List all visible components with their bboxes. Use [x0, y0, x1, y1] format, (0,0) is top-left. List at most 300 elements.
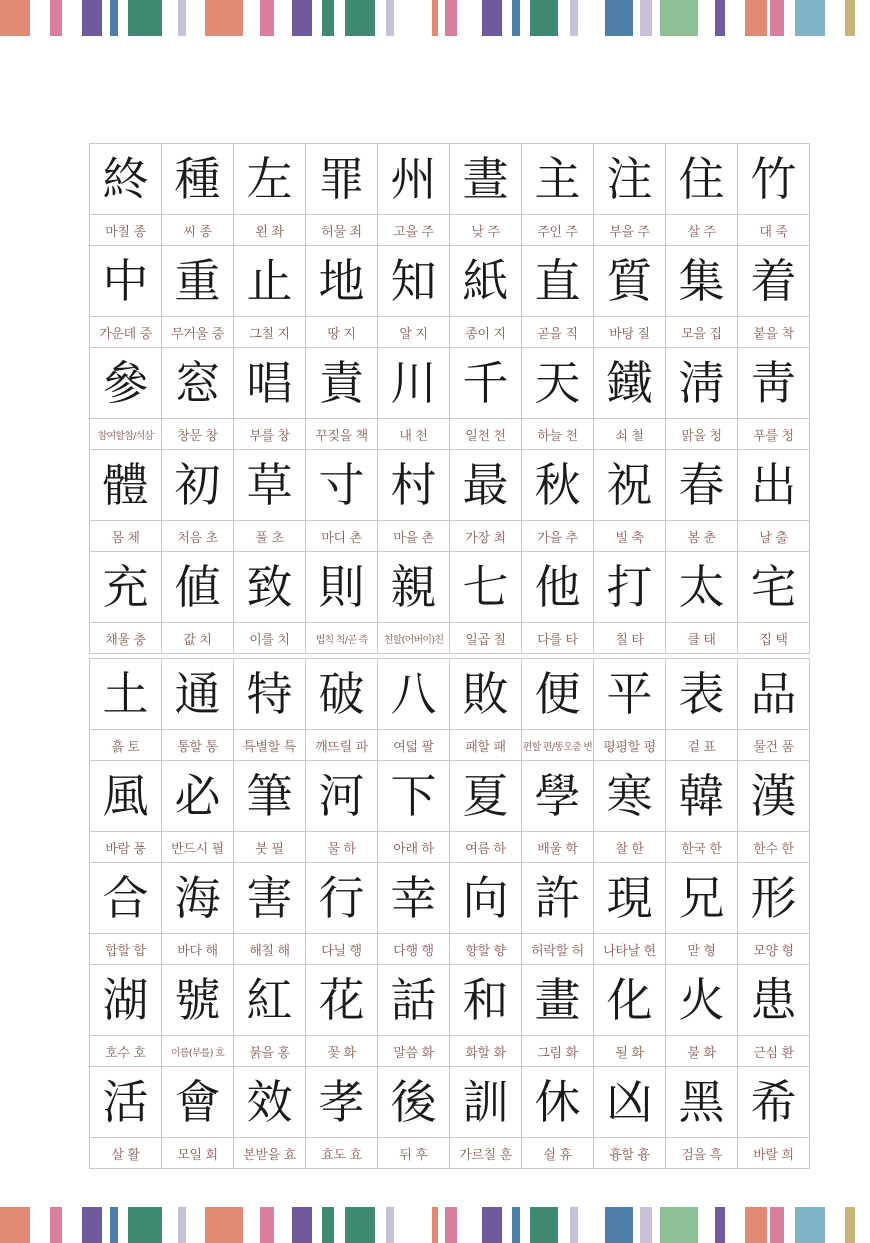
- hanja-character: 表: [666, 659, 737, 730]
- hanja-character: 休: [522, 1067, 593, 1138]
- hanja-reading: 맑을 청: [681, 428, 722, 444]
- hanja-reading: 한국 한: [681, 841, 722, 857]
- hanja-reading: 살 활: [111, 1147, 140, 1163]
- hanja-card: [450, 659, 522, 761]
- hanja-reading: 배울 학: [537, 841, 578, 857]
- top-decorative-stripes: [0, 0, 870, 36]
- hanja-reading: 불 화: [687, 1045, 716, 1061]
- hanja-character: 孝: [306, 1067, 377, 1138]
- color-stripe: [745, 0, 767, 36]
- hanja-character: 村: [378, 450, 449, 521]
- hanja-character: 湖: [90, 965, 161, 1036]
- hanja-character: 患: [738, 965, 809, 1036]
- hanja-reading: 왼 좌: [255, 224, 284, 240]
- hanja-reading: 몸 체: [111, 530, 140, 546]
- hanja-character: 最: [450, 450, 521, 521]
- color-stripe: [570, 0, 578, 36]
- hanja-card: [594, 965, 666, 1067]
- color-stripe: [292, 1207, 312, 1243]
- hanja-card: [162, 1067, 234, 1169]
- hanja-reading: 찰 한: [615, 841, 644, 857]
- hanja-card: [450, 863, 522, 965]
- color-stripe: [530, 0, 558, 36]
- hanja-character: 値: [162, 552, 233, 623]
- hanja-character: 號: [162, 965, 233, 1036]
- hanja-reading: 법칙 칙/곧 즉: [315, 634, 368, 646]
- hanja-card: [306, 450, 378, 552]
- hanja-card: [90, 144, 162, 246]
- hanja-reading: 쉴 휴: [543, 1147, 572, 1163]
- hanja-row: [90, 450, 810, 552]
- hanja-card: [666, 348, 738, 450]
- hanja-card: [666, 761, 738, 863]
- hanja-reading: 모을 집: [681, 326, 722, 342]
- hanja-reading: 친할(어버이)친: [383, 634, 444, 646]
- hanja-reading: 허락할 허: [531, 943, 584, 959]
- hanja-character: 現: [594, 863, 665, 934]
- hanja-character: 注: [594, 144, 665, 215]
- hanja-card: [162, 348, 234, 450]
- color-stripe: [345, 1207, 375, 1243]
- hanja-character: 竹: [738, 144, 809, 215]
- hanja-reading: 다닐 행: [321, 943, 362, 959]
- hanja-character: 風: [90, 761, 161, 832]
- color-stripe: [795, 1207, 825, 1243]
- hanja-reading: 클 태: [687, 632, 716, 648]
- hanja-character: 紙: [450, 246, 521, 317]
- hanja-character: 黑: [666, 1067, 737, 1138]
- hanja-character: 鐵: [594, 348, 665, 419]
- hanja-character: 出: [738, 450, 809, 521]
- hanja-reading: 무거울 중: [171, 326, 224, 342]
- hanja-card: [162, 144, 234, 246]
- hanja-card: [162, 863, 234, 965]
- hanja-card: [666, 863, 738, 965]
- hanja-card: [234, 659, 306, 761]
- color-stripe: [482, 0, 502, 36]
- hanja-reading: 곧을 직: [537, 326, 578, 342]
- hanja-row: [90, 552, 810, 654]
- hanja-reading: 향할 향: [465, 943, 506, 959]
- hanja-reading: 한수 한: [753, 841, 794, 857]
- hanja-reading: 가르칠 훈: [459, 1147, 512, 1163]
- hanja-card: [666, 659, 738, 761]
- color-stripe: [795, 0, 825, 36]
- hanja-card: [666, 1067, 738, 1169]
- hanja-reading: 마을 촌: [393, 530, 434, 546]
- hanja-card: [378, 965, 450, 1067]
- hanja-character: 體: [90, 450, 161, 521]
- hanja-card: [234, 450, 306, 552]
- color-stripe: [530, 1207, 558, 1243]
- hanja-reading: 겉 표: [687, 739, 716, 755]
- hanja-character: 秋: [522, 450, 593, 521]
- hanja-character: 致: [234, 552, 305, 623]
- color-stripe: [260, 0, 274, 36]
- hanja-character: 希: [738, 1067, 809, 1138]
- hanja-reading: 대 죽: [759, 224, 788, 240]
- color-stripe: [205, 0, 243, 36]
- hanja-card: [738, 659, 810, 761]
- hanja-reading: 검을 흑: [681, 1147, 722, 1163]
- hanja-card: [378, 761, 450, 863]
- hanja-reading: 값 치: [183, 632, 212, 648]
- hanja-card: [666, 144, 738, 246]
- hanja-card: [594, 659, 666, 761]
- hanja-character: 中: [90, 246, 161, 317]
- hanja-reading: 아래 하: [393, 841, 434, 857]
- hanja-reading: 풀 초: [255, 530, 284, 546]
- hanja-card: [234, 1067, 306, 1169]
- hanja-card: [738, 1067, 810, 1169]
- hanja-reading: 특별할 특: [243, 739, 296, 755]
- hanja-character: 許: [522, 863, 593, 934]
- hanja-row: [90, 761, 810, 863]
- hanja-reading: 그림 화: [537, 1045, 578, 1061]
- hanja-reading: 가운데 중: [99, 326, 152, 342]
- hanja-character: 天: [522, 348, 593, 419]
- hanja-reading: 처음 초: [177, 530, 218, 546]
- hanja-reading: 흉할 흉: [609, 1147, 650, 1163]
- hanja-card: [378, 863, 450, 965]
- hanja-reading: 패할 패: [465, 739, 506, 755]
- hanja-card: [162, 246, 234, 348]
- color-stripe: [0, 1207, 30, 1243]
- hanja-character: 敗: [450, 659, 521, 730]
- hanja-card: [666, 552, 738, 654]
- hanja-character: 效: [234, 1067, 305, 1138]
- hanja-reading: 편할 편/똥오줌 변: [522, 741, 593, 753]
- color-stripe: [660, 0, 698, 36]
- hanja-reading: 이름(부를) 호: [171, 1047, 224, 1059]
- color-stripe: [445, 1207, 457, 1243]
- hanja-reading: 채울 충: [105, 632, 146, 648]
- hanja-character: 知: [378, 246, 449, 317]
- hanja-card: [234, 761, 306, 863]
- hanja-character: 紅: [234, 965, 305, 1036]
- color-stripe: [640, 0, 652, 36]
- hanja-character: 凶: [594, 1067, 665, 1138]
- hanja-reading: 합할 합: [105, 943, 146, 959]
- hanja-character: 州: [378, 144, 449, 215]
- hanja-character: 必: [162, 761, 233, 832]
- hanja-character: 直: [522, 246, 593, 317]
- color-stripe: [205, 1207, 243, 1243]
- hanja-card: [450, 144, 522, 246]
- hanja-reading: 종이 지: [465, 326, 506, 342]
- hanja-character: 太: [666, 552, 737, 623]
- hanja-card: [522, 1067, 594, 1169]
- hanja-card: [90, 863, 162, 965]
- hanja-card: [522, 450, 594, 552]
- hanja-reading: 나타날 현: [603, 943, 656, 959]
- hanja-character: 活: [90, 1067, 161, 1138]
- hanja-card: [522, 761, 594, 863]
- hanja-reading: 가을 추: [537, 530, 578, 546]
- color-stripe: [845, 0, 855, 36]
- hanja-row: [90, 1067, 810, 1169]
- hanja-reading: 통할 통: [177, 739, 218, 755]
- hanja-character: 終: [90, 144, 161, 215]
- hanja-reading: 고을 주: [393, 224, 434, 240]
- hanja-character: 筆: [234, 761, 305, 832]
- hanja-card: [594, 348, 666, 450]
- hanja-row: [90, 144, 810, 246]
- hanja-card: [306, 965, 378, 1067]
- hanja-row: [90, 348, 810, 450]
- hanja-character: 平: [594, 659, 665, 730]
- hanja-card: [234, 863, 306, 965]
- color-stripe: [512, 1207, 520, 1243]
- color-stripe: [128, 1207, 162, 1243]
- hanja-character: 質: [594, 246, 665, 317]
- hanja-card: [90, 552, 162, 654]
- hanja-card: [234, 144, 306, 246]
- hanja-reading: 흙 토: [111, 739, 140, 755]
- hanja-card: [378, 1067, 450, 1169]
- hanja-card: [306, 761, 378, 863]
- hanja-reading: 부을 주: [609, 224, 650, 240]
- hanja-reading: 부를 창: [249, 428, 290, 444]
- hanja-reading: 이를 치: [249, 632, 290, 648]
- hanja-reading: 꽃 화: [327, 1045, 356, 1061]
- hanja-card: [90, 450, 162, 552]
- hanja-reading: 주인 주: [537, 224, 578, 240]
- hanja-reading: 깨뜨릴 파: [315, 739, 368, 755]
- hanja-card: [162, 965, 234, 1067]
- hanja-card: [450, 761, 522, 863]
- hanja-character: 特: [234, 659, 305, 730]
- hanja-reading: 가장 최: [465, 530, 506, 546]
- hanja-character: 祝: [594, 450, 665, 521]
- hanja-card: [162, 450, 234, 552]
- color-stripe: [82, 0, 102, 36]
- color-stripe: [512, 0, 520, 36]
- hanja-character: 便: [522, 659, 593, 730]
- hanja-character: 畫: [522, 965, 593, 1036]
- hanja-card: [522, 863, 594, 965]
- hanja-reading: 바람 풍: [105, 841, 146, 857]
- hanja-character: 參: [90, 348, 161, 419]
- color-stripe: [770, 0, 784, 36]
- hanja-card: [90, 761, 162, 863]
- hanja-card: [450, 552, 522, 654]
- hanja-character: 止: [234, 246, 305, 317]
- hanja-character: 打: [594, 552, 665, 623]
- hanja-character: 火: [666, 965, 737, 1036]
- hanja-character: 會: [162, 1067, 233, 1138]
- hanja-card: [90, 965, 162, 1067]
- hanja-character: 則: [306, 552, 377, 623]
- hanja-character: 淸: [666, 348, 737, 419]
- hanja-card: [90, 659, 162, 761]
- color-stripe: [432, 1207, 438, 1243]
- hanja-character: 七: [450, 552, 521, 623]
- hanja-character: 責: [306, 348, 377, 419]
- hanja-character: 品: [738, 659, 809, 730]
- hanja-character: 充: [90, 552, 161, 623]
- hanja-character: 行: [306, 863, 377, 934]
- hanja-card: [234, 348, 306, 450]
- hanja-card: [234, 246, 306, 348]
- hanja-reading: 화할 화: [465, 1045, 506, 1061]
- hanja-card: [162, 761, 234, 863]
- hanja-character: 韓: [666, 761, 737, 832]
- hanja-character: 他: [522, 552, 593, 623]
- hanja-card: [162, 552, 234, 654]
- hanja-character: 兄: [666, 863, 737, 934]
- hanja-card: [306, 246, 378, 348]
- hanja-reading: 그칠 지: [249, 326, 290, 342]
- hanja-card: [162, 659, 234, 761]
- hanja-character: 初: [162, 450, 233, 521]
- hanja-reading: 여름 하: [465, 841, 506, 857]
- hanja-card: [306, 659, 378, 761]
- hanja-card: [594, 863, 666, 965]
- hanja-reading: 봄 춘: [687, 530, 716, 546]
- hanja-card: [306, 1067, 378, 1169]
- hanja-card: [306, 144, 378, 246]
- hanja-character: 窓: [162, 348, 233, 419]
- hanja-card: [666, 246, 738, 348]
- hanja-character: 土: [90, 659, 161, 730]
- hanja-character: 左: [234, 144, 305, 215]
- color-stripe: [386, 0, 394, 36]
- hanja-reading: 푸를 청: [753, 428, 794, 444]
- hanja-character: 破: [306, 659, 377, 730]
- hanja-reading: 맏 형: [687, 943, 716, 959]
- hanja-card: [594, 450, 666, 552]
- color-stripe: [260, 1207, 274, 1243]
- hanja-reading: 호수 호: [105, 1045, 146, 1061]
- hanja-character: 寒: [594, 761, 665, 832]
- hanja-reading: 일곱 칠: [465, 632, 506, 648]
- hanja-reading: 뒤 후: [399, 1147, 428, 1163]
- color-stripe: [292, 0, 312, 36]
- hanja-character: 和: [450, 965, 521, 1036]
- hanja-card: [450, 246, 522, 348]
- color-stripe: [432, 0, 438, 36]
- hanja-reading: 말씀 화: [393, 1045, 434, 1061]
- hanja-character: 八: [378, 659, 449, 730]
- color-stripe: [640, 1207, 652, 1243]
- hanja-reading: 본받을 효: [243, 1147, 296, 1163]
- color-stripe: [178, 1207, 186, 1243]
- color-stripe: [345, 0, 375, 36]
- hanja-character: 草: [234, 450, 305, 521]
- hanja-reading: 다를 타: [537, 632, 578, 648]
- hanja-card: [594, 246, 666, 348]
- hanja-reading: 쇠 철: [615, 428, 644, 444]
- hanja-card: [234, 552, 306, 654]
- hanja-row: [90, 965, 810, 1067]
- hanja-reading: 마칠 종: [105, 224, 146, 240]
- hanja-card: [450, 450, 522, 552]
- hanja-card: [738, 246, 810, 348]
- hanja-card: [522, 348, 594, 450]
- color-stripe: [715, 1207, 725, 1243]
- color-stripe: [50, 1207, 62, 1243]
- hanja-card: [90, 246, 162, 348]
- color-stripe: [445, 0, 457, 36]
- hanja-card: [450, 1067, 522, 1169]
- hanja-card: [594, 1067, 666, 1169]
- hanja-card: [378, 552, 450, 654]
- hanja-character: 學: [522, 761, 593, 832]
- hanja-reading: 씨 종: [183, 224, 212, 240]
- hanja-card: [738, 450, 810, 552]
- hanja-card: [738, 863, 810, 965]
- hanja-reading: 다행 행: [393, 943, 434, 959]
- hanja-character: 合: [90, 863, 161, 934]
- hanja-reading: 마디 촌: [321, 530, 362, 546]
- hanja-character: 幸: [378, 863, 449, 934]
- hanja-reading: 땅 지: [327, 326, 356, 342]
- hanja-character: 地: [306, 246, 377, 317]
- hanja-character: 通: [162, 659, 233, 730]
- hanja-card: [522, 659, 594, 761]
- hanja-character: 下: [378, 761, 449, 832]
- hanja-character: 重: [162, 246, 233, 317]
- color-stripe: [0, 0, 30, 36]
- hanja-card: [306, 552, 378, 654]
- hanja-row: [90, 863, 810, 965]
- hanja-card: [522, 144, 594, 246]
- hanja-reading: 일천 천: [465, 428, 506, 444]
- color-stripe: [322, 0, 334, 36]
- hanja-character: 親: [378, 552, 449, 623]
- hanja-card: [594, 761, 666, 863]
- color-stripe: [110, 1207, 118, 1243]
- hanja-reading: 반드시 필: [171, 841, 224, 857]
- hanja-reading: 평평할 평: [603, 739, 656, 755]
- hanja-character: 寸: [306, 450, 377, 521]
- hanja-reading: 모양 형: [753, 943, 794, 959]
- hanja-character: 河: [306, 761, 377, 832]
- hanja-reading: 알 지: [399, 326, 428, 342]
- hanja-card: [378, 659, 450, 761]
- color-stripe: [660, 1207, 698, 1243]
- hanja-reading: 해칠 해: [249, 943, 290, 959]
- hanja-character: 住: [666, 144, 737, 215]
- hanja-character: 春: [666, 450, 737, 521]
- hanja-card: [738, 348, 810, 450]
- color-stripe: [50, 0, 62, 36]
- hanja-card: [306, 348, 378, 450]
- color-stripe: [110, 0, 118, 36]
- hanja-reading: 붓 필: [255, 841, 284, 857]
- hanja-card: [90, 1067, 162, 1169]
- hanja-grid-lower: [89, 658, 810, 1169]
- hanja-character: 化: [594, 965, 665, 1036]
- hanja-reading: 창문 창: [177, 428, 218, 444]
- hanja-card: [522, 552, 594, 654]
- hanja-card: [738, 965, 810, 1067]
- hanja-reading: 내 천: [399, 428, 428, 444]
- color-stripe: [745, 1207, 767, 1243]
- color-stripe: [715, 0, 725, 36]
- hanja-character: 集: [666, 246, 737, 317]
- color-stripe: [845, 1207, 855, 1243]
- hanja-reading: 꾸짖을 책: [315, 428, 368, 444]
- color-stripe: [570, 1207, 578, 1243]
- hanja-reading: 될 화: [615, 1045, 644, 1061]
- hanja-character: 夏: [450, 761, 521, 832]
- hanja-reading: 하늘 천: [537, 428, 578, 444]
- hanja-reading: 살 주: [687, 224, 716, 240]
- hanja-character: 害: [234, 863, 305, 934]
- hanja-reading: 물 하: [327, 841, 356, 857]
